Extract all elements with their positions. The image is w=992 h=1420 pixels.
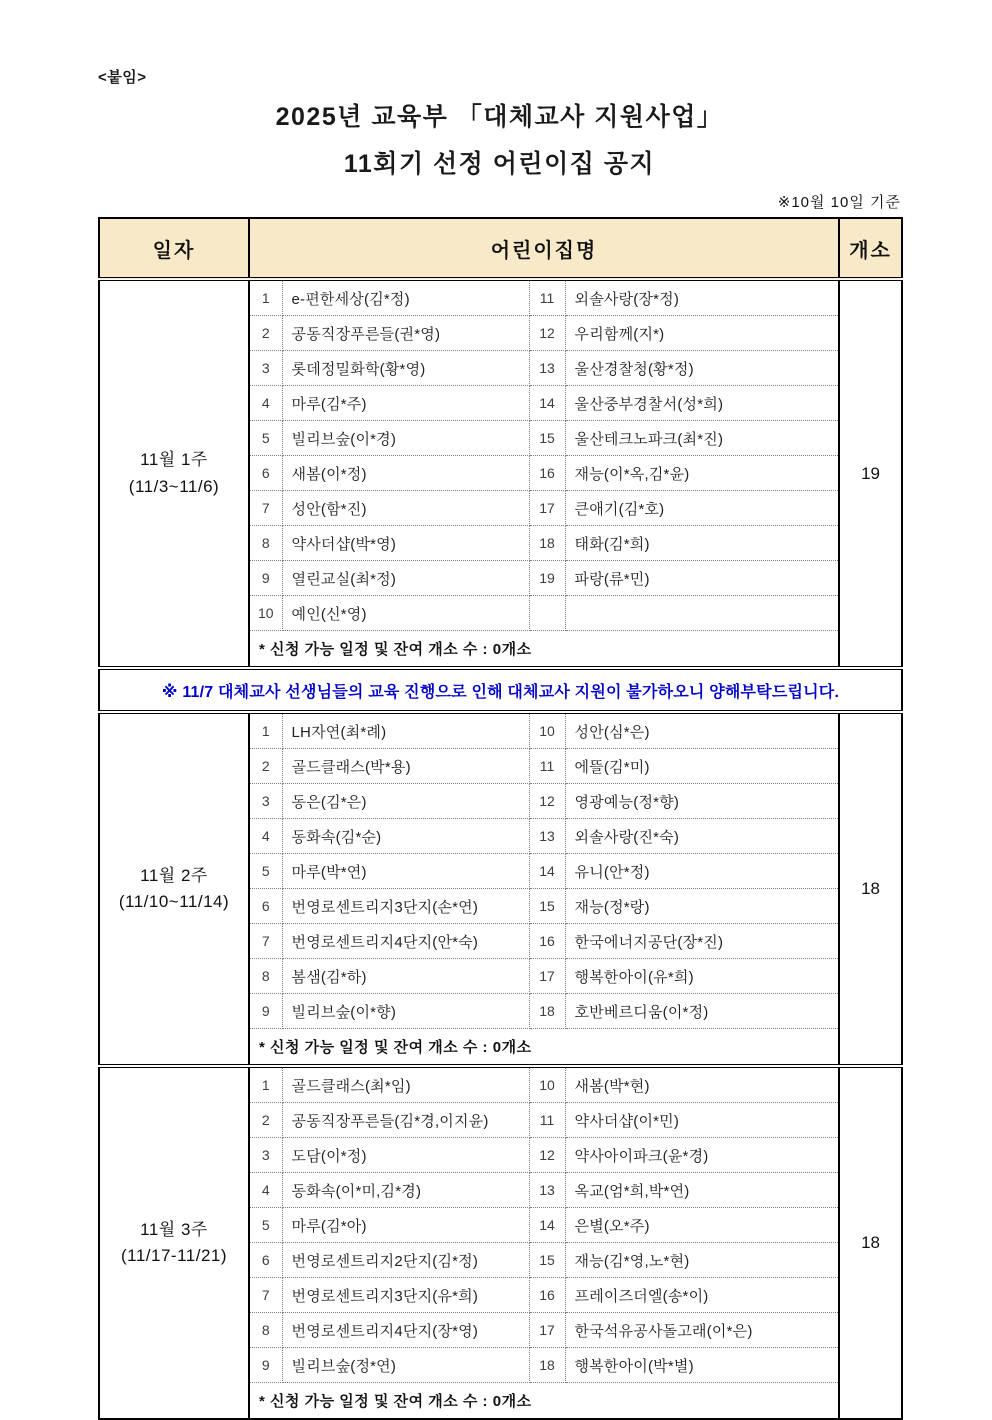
entry-number: 12 xyxy=(529,784,565,819)
center-name: 공동직장푸른들(김*경,이지윤) xyxy=(282,1103,529,1138)
table-header xyxy=(99,218,902,279)
page-title-line1: 2025년 교육부 「대체교사 지원사업」 xyxy=(275,103,724,131)
center-name: e-편한세상(김*정) xyxy=(282,279,529,316)
entry-number: 8 xyxy=(249,959,282,994)
entry-number: 4 xyxy=(249,1173,282,1208)
training-notice: ※ 11/7 대체교사 선생님들의 교육 진행으로 인해 대체교사 지원이 불가하오니 양해부탁드립니다. xyxy=(161,683,840,701)
center-name: 새봄(박*현) xyxy=(565,1066,839,1103)
table-row xyxy=(99,279,902,316)
entry-number: 2 xyxy=(249,1103,282,1138)
count-cell: 18 xyxy=(839,1066,902,1419)
center-name: LH자연(최*례) xyxy=(282,712,529,749)
entry-number: 8 xyxy=(249,1313,282,1348)
center-name: 동은(김*은) xyxy=(282,784,529,819)
entry-number: 15 xyxy=(529,889,565,924)
week-range: (11/10~11/14) xyxy=(118,892,230,911)
count-cell: 18 xyxy=(839,712,902,1066)
header-name: 어린이집명 xyxy=(249,218,839,279)
entry-number: 3 xyxy=(249,351,282,386)
week-date-cell xyxy=(99,1066,249,1419)
center-name: 재능(이*옥,김*윤) xyxy=(565,456,839,491)
center-name: 태화(김*희) xyxy=(565,526,839,561)
entry-number: 16 xyxy=(529,456,565,491)
entry-number: 18 xyxy=(529,526,565,561)
entry-number: 10 xyxy=(529,1066,565,1103)
notice-section xyxy=(99,668,902,712)
center-name: 마루(김*주) xyxy=(282,386,529,421)
entry-number: 3 xyxy=(249,784,282,819)
week-date-cell xyxy=(99,712,249,1066)
entry-number: 10 xyxy=(529,712,565,749)
entry-number: 11 xyxy=(529,749,565,784)
header-count: 개소 xyxy=(839,218,902,279)
center-name: 에뜰(김*미) xyxy=(565,749,839,784)
week-section-1 xyxy=(99,279,902,668)
entry-number: 4 xyxy=(249,819,282,854)
entry-number: 14 xyxy=(529,1208,565,1243)
entry-number: 3 xyxy=(249,1138,282,1173)
center-name: 예인(신*영) xyxy=(282,596,529,631)
entry-number: 10 xyxy=(249,596,282,631)
center-name: 번영로센트리지4단지(장*영) xyxy=(282,1313,529,1348)
remaining-slots-note: * 신청 가능 일정 및 잔여 개소 수 : 0개소 xyxy=(249,1029,839,1067)
entry-number: 11 xyxy=(529,279,565,316)
entry-number: 5 xyxy=(249,1208,282,1243)
entry-number: 18 xyxy=(529,994,565,1029)
entry-number: 8 xyxy=(249,526,282,561)
schedule-table xyxy=(98,217,903,1420)
remaining-slots-note: * 신청 가능 일정 및 잔여 개소 수 : 0개소 xyxy=(249,1383,839,1420)
center-name: 한국석유공사돌고래(이*은) xyxy=(565,1313,839,1348)
remaining-slots-note: * 신청 가능 일정 및 잔여 개소 수 : 0개소 xyxy=(249,631,839,669)
center-name: 약사아이파크(윤*경) xyxy=(565,1138,839,1173)
entry-number: 16 xyxy=(529,924,565,959)
center-name: 행복한아이(유*희) xyxy=(565,959,839,994)
entry-number: 5 xyxy=(249,421,282,456)
entry-number: 6 xyxy=(249,889,282,924)
week-section-3 xyxy=(99,1066,902,1419)
entry-number: 7 xyxy=(249,1278,282,1313)
center-name: 울산중부경찰서(성*희) xyxy=(565,386,839,421)
entry-number xyxy=(529,596,565,631)
center-name: 빌리브숲(정*연) xyxy=(282,1348,529,1383)
entry-number: 1 xyxy=(249,279,282,316)
week-range: (11/17-11/21) xyxy=(120,1246,228,1265)
entry-number: 14 xyxy=(529,854,565,889)
center-name: 롯데정밀화학(황*영) xyxy=(282,351,529,386)
center-name: 호반베르디움(이*정) xyxy=(565,994,839,1029)
center-name: 공동직장푸른들(권*영) xyxy=(282,316,529,351)
center-name xyxy=(565,596,839,631)
notice-row xyxy=(99,668,902,712)
entry-number: 13 xyxy=(529,1173,565,1208)
center-name: 은별(오*주) xyxy=(565,1208,839,1243)
center-name: 파랑(류*민) xyxy=(565,561,839,596)
entry-number: 19 xyxy=(529,561,565,596)
center-name: 큰애기(김*호) xyxy=(565,491,839,526)
center-name: 도담(이*정) xyxy=(282,1138,529,1173)
center-name: 재능(정*랑) xyxy=(565,889,839,924)
center-name: 우리함께(지*) xyxy=(565,316,839,351)
header-date: 일자 xyxy=(99,218,249,279)
week-section-2 xyxy=(99,712,902,1066)
center-name: 프레이즈더엘(송*이) xyxy=(565,1278,839,1313)
center-name: 골드클래스(최*임) xyxy=(282,1066,529,1103)
table-row xyxy=(99,1066,902,1103)
center-name: 약사더샵(이*민) xyxy=(565,1103,839,1138)
entry-number: 15 xyxy=(529,421,565,456)
center-name: 봄샘(김*하) xyxy=(282,959,529,994)
entry-number: 7 xyxy=(249,491,282,526)
entry-number: 2 xyxy=(249,316,282,351)
center-name: 유니(안*정) xyxy=(565,854,839,889)
center-name: 동화속(김*순) xyxy=(282,819,529,854)
entry-number: 13 xyxy=(529,819,565,854)
center-name: 번영로센트리지4단지(안*숙) xyxy=(282,924,529,959)
center-name: 한국에너지공단(장*진) xyxy=(565,924,839,959)
center-name: 울산테크노파크(최*진) xyxy=(565,421,839,456)
basis-date-note: ※10월 10일 기준 xyxy=(777,194,901,211)
entry-number: 2 xyxy=(249,749,282,784)
week-label: 11월 3주 xyxy=(140,1219,208,1239)
center-name: 번영로센트리지3단지(유*희) xyxy=(282,1278,529,1313)
count-cell: 19 xyxy=(839,279,902,668)
entry-number: 5 xyxy=(249,854,282,889)
center-name: 번영로센트리지2단지(김*정) xyxy=(282,1243,529,1278)
center-name: 성안(함*진) xyxy=(282,491,529,526)
entry-number: 6 xyxy=(249,456,282,491)
center-name: 마루(김*아) xyxy=(282,1208,529,1243)
entry-number: 17 xyxy=(529,959,565,994)
center-name: 재능(김*영,노*현) xyxy=(565,1243,839,1278)
week-label: 11월 1주 xyxy=(140,450,208,470)
entry-number: 12 xyxy=(529,316,565,351)
center-name: 영광예능(정*향) xyxy=(565,784,839,819)
center-name: 빌리브숲(이*향) xyxy=(282,994,529,1029)
center-name: 성안(심*은) xyxy=(565,712,839,749)
center-name: 새봄(이*정) xyxy=(282,456,529,491)
center-name: 행복한아이(박*별) xyxy=(565,1348,839,1383)
title-block xyxy=(98,105,901,177)
center-name: 마루(박*연) xyxy=(282,854,529,889)
entry-number: 7 xyxy=(249,924,282,959)
center-name: 동화속(이*미,김*경) xyxy=(282,1173,529,1208)
week-date-cell xyxy=(99,279,249,668)
week-range: (11/3~11/6) xyxy=(128,476,220,496)
center-name: 옥교(엄*희,박*연) xyxy=(565,1173,839,1208)
entry-number: 15 xyxy=(529,1243,565,1278)
center-name: 외솔사랑(진*숙) xyxy=(565,819,839,854)
entry-number: 17 xyxy=(529,491,565,526)
center-name: 외솔사랑(장*정) xyxy=(565,279,839,316)
page-title-line2: 11회기 선정 어린이집 공지 xyxy=(343,150,656,178)
center-name: 울산경찰청(황*정) xyxy=(565,351,839,386)
entry-number: 9 xyxy=(249,1348,282,1383)
entry-number: 14 xyxy=(529,386,565,421)
entry-number: 1 xyxy=(249,712,282,749)
table-row xyxy=(99,712,902,749)
entry-number: 17 xyxy=(529,1313,565,1348)
entry-number: 13 xyxy=(529,351,565,386)
week-label: 11월 2주 xyxy=(140,865,208,885)
entry-number: 11 xyxy=(529,1103,565,1138)
entry-number: 12 xyxy=(529,1138,565,1173)
entry-number: 4 xyxy=(249,386,282,421)
center-name: 열린교실(최*정) xyxy=(282,561,529,596)
attachment-label: <붙임> xyxy=(98,69,147,86)
entry-number: 16 xyxy=(529,1278,565,1313)
entry-number: 18 xyxy=(529,1348,565,1383)
entry-number: 9 xyxy=(249,561,282,596)
center-name: 번영로센트리지3단지(손*연) xyxy=(282,889,529,924)
center-name: 약사더샵(박*영) xyxy=(282,526,529,561)
center-name: 빌리브숲(이*경) xyxy=(282,421,529,456)
center-name: 골드클래스(박*용) xyxy=(282,749,529,784)
entry-number: 6 xyxy=(249,1243,282,1278)
entry-number: 1 xyxy=(249,1066,282,1103)
entry-number: 9 xyxy=(249,994,282,1029)
header-row xyxy=(99,218,902,279)
